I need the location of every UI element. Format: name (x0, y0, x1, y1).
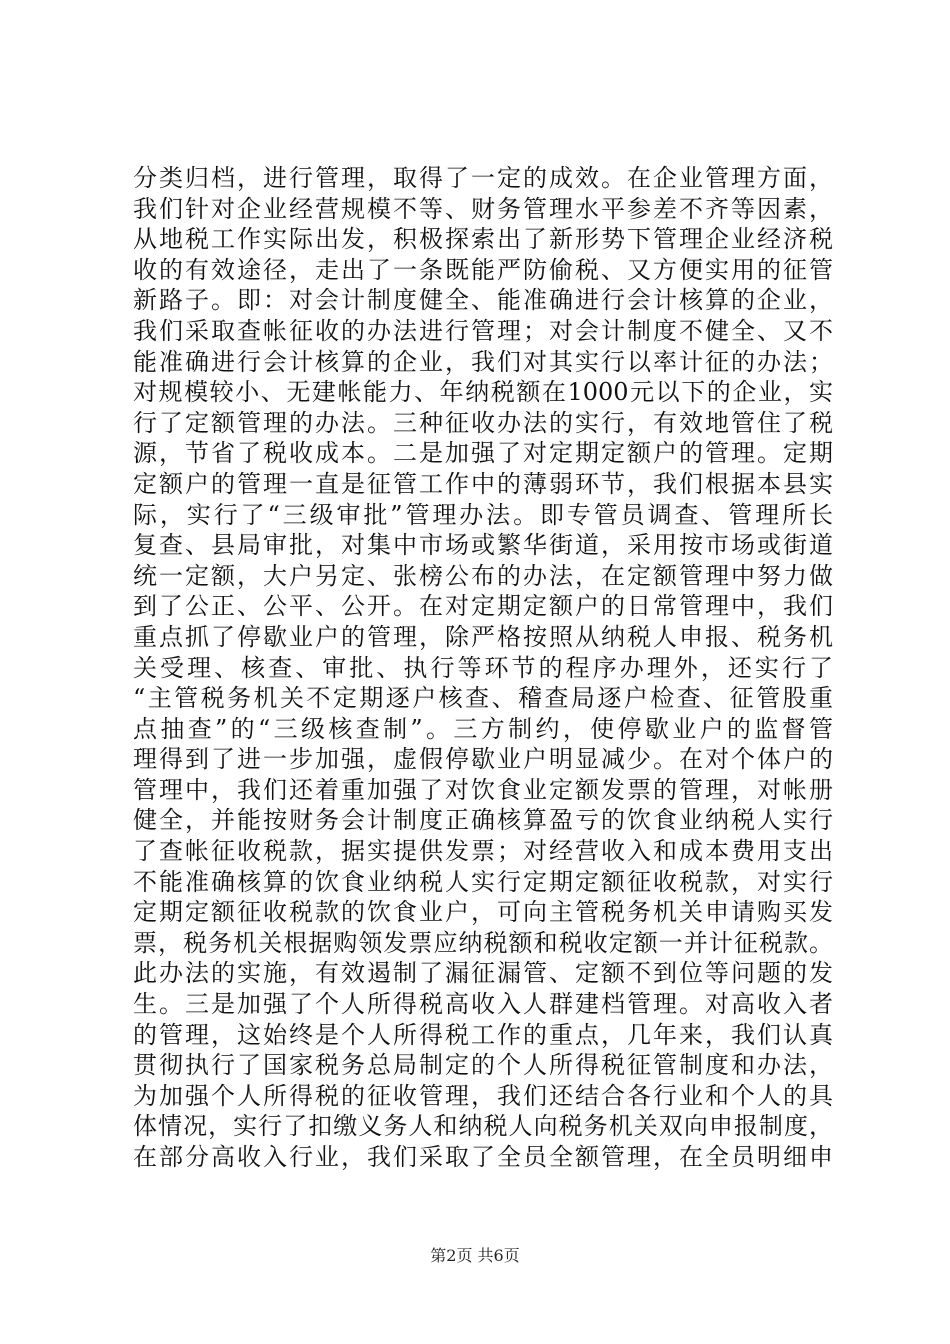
body-line: 关受理、核查、审批、执行等环节的程序办理外，还实行了 (133, 653, 833, 682)
body-line: 理得到了进一步加强，虚假停歇业户明显减少。在对个体户的 (133, 745, 833, 774)
body-line: 分类归档，进行管理，取得了一定的成效。在企业管理方面， (133, 164, 833, 192)
body-line: 此办法的实施，有效遏制了漏征漏管、定额不到位等问题的发 (133, 959, 833, 988)
body-line: 对规模较小、无建帐能力、年纳税额在1000元以下的企业，实 (133, 378, 833, 407)
body-line: 体情况，实行了扣缴义务人和纳税人向税务机关双向申报制度， (133, 1112, 833, 1141)
body-line: 新路子。即：对会计制度健全、能准确进行会计核算的企业， (133, 286, 833, 315)
body-line: 从地税工作实际出发，积极探索出了新形势下管理企业经济税 (133, 225, 833, 254)
body-line: 行了定额管理的办法。三种征收办法的实行，有效地管住了税 (133, 408, 833, 437)
body-line: 定额户的管理一直是征管工作中的薄弱环节，我们根据本县实 (133, 469, 833, 498)
body-line: 票，税务机关根据购领发票应纳税额和税收定额一并计征税款。 (133, 928, 833, 957)
body-line: 贯彻执行了国家税务总局制定的个人所得税征管制度和办法， (133, 1051, 833, 1080)
body-line: 收的有效途径，走出了一条既能严防偷税、又方便实用的征管 (133, 255, 833, 284)
page-number-footer: 第2页 共6页 (430, 1246, 520, 1265)
body-line: 不能准确核算的饮食业纳税人实行定期定额征收税款，对实行 (133, 867, 833, 896)
body-line: 管理中，我们还着重加强了对饮食业定额发票的管理，对帐册 (133, 775, 833, 804)
body-line: 了查帐征收税款，据实提供发票；对经营收入和成本费用支出 (133, 837, 833, 866)
body-line: 复查、县局审批，对集中市场或繁华街道，采用按市场或街道 (133, 531, 833, 560)
body-line: 健全，并能按财务会计制度正确核算盈亏的饮食业纳税人实行 (133, 806, 833, 835)
body-line: 为加强个人所得税的征收管理，我们还结合各行业和个人的具 (133, 1081, 833, 1110)
body-line: 我们针对企业经营规模不等、财务管理水平参差不齐等因素， (133, 194, 833, 223)
document-body (133, 163, 833, 1173)
body-line: 点抽查”的“三级核查制”。三方制约，使停歇业户的监督管 (133, 714, 833, 743)
body-line: 重点抓了停歇业户的管理，除严格按照从纳税人申报、税务机 (133, 622, 833, 651)
body-line: 在部分高收入行业，我们采取了全员全额管理，在全员明细申 (133, 1143, 833, 1171)
body-line: 的管理，这始终是个人所得税工作的重点，几年来，我们认真 (133, 1020, 833, 1049)
body-line: 我们采取查帐征收的办法进行管理；对会计制度不健全、又不 (133, 316, 833, 345)
body-line: 统一定额，大户另定、张榜公布的办法，在定额管理中努力做 (133, 561, 833, 590)
body-line: 定期定额征收税款的饮食业户，可向主管税务机关申请购买发 (133, 898, 833, 927)
body-line: 到了公正、公平、公开。在对定期定额户的日常管理中，我们 (133, 592, 833, 621)
body-line: 能准确进行会计核算的企业，我们对其实行以率计征的办法； (133, 347, 833, 376)
body-line: 生。三是加强了个人所得税高收入人群建档管理。对高收入者 (133, 990, 833, 1019)
body-line: 际，实行了“三级审批”管理办法。即专管员调查、管理所长 (133, 500, 833, 529)
body-line: “主管税务机关不定期逐户核查、稽查局逐户检查、征管股重 (133, 684, 833, 713)
body-line: 源，节省了税收成本。二是加强了对定期定额户的管理。定期 (133, 439, 833, 468)
